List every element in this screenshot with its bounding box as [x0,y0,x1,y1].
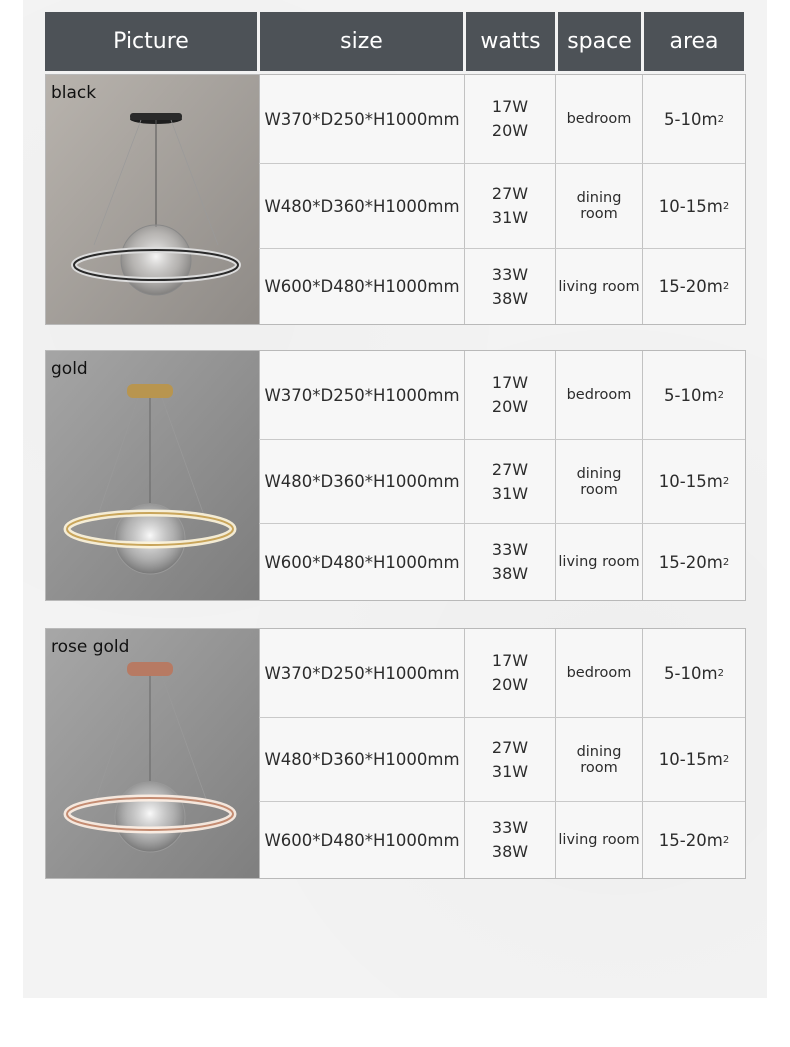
area-cell: 10-15m 2 [658,196,730,216]
variant-block-black [45,74,746,325]
size-cell: W480*D360*H1000mm [264,196,460,216]
size-cell: W480*D360*H1000mm [264,750,460,769]
variant-block-rose-gold [45,628,746,879]
size-cell: W480*D360*H1000mm [264,472,460,491]
watts-cell: 17W 20W [491,373,529,416]
size-cell: W600*D480*H1000mm [264,552,460,572]
space-cell: dining room [576,190,622,222]
area-cell: 5-10m 2 [664,109,724,129]
space-cell: living room [558,554,640,570]
watts-cell: 17W 20W [491,97,529,140]
space-cell: dining room [576,743,622,776]
space-cell: living room [558,278,640,295]
header-area: area [644,12,744,71]
watts-cell: 17W 20W [491,651,529,694]
size-cell: W370*D250*H1000mm [264,385,460,405]
variant-color-label: black [51,83,97,103]
area-cell: 10-15m 2 [658,750,730,769]
header-space: space [558,12,641,71]
area-cell: 10-15m 2 [658,472,730,491]
area-cell: 5-10m 2 [664,663,724,683]
watts-cell: 27W 31W [491,184,529,227]
size-cell: W370*D250*H1000mm [264,663,460,683]
header-watts: watts [466,12,555,71]
variant-color-label: rose gold [51,637,130,657]
watts-cell: 33W 38W [491,540,529,583]
area-cell: 15-20m 2 [658,552,730,572]
space-cell: bedroom [566,387,632,403]
variant-block-gold [45,350,746,601]
space-cell: bedroom [566,111,632,127]
product-image-gold [46,351,260,600]
product-image-black [46,75,260,324]
size-cell: W600*D480*H1000mm [264,277,460,296]
product-image-rose-gold [46,629,260,878]
header-size: size [260,12,463,71]
area-cell: 15-20m 2 [658,830,730,850]
space-cell: bedroom [566,665,632,681]
size-cell: W600*D480*H1000mm [264,830,460,850]
area-cell: 5-10m 2 [664,385,724,405]
watts-cell: 27W 31W [491,459,529,503]
header-picture: Picture [45,12,257,71]
watts-cell: 33W 38W [491,264,529,308]
variant-color-label: gold [51,359,88,379]
watts-cell: 33W 38W [491,818,529,861]
space-cell: living room [558,832,640,848]
space-cell: dining room [576,465,622,498]
size-cell: W370*D250*H1000mm [264,109,460,129]
watts-cell: 27W 31W [491,737,529,781]
area-cell: 15-20m 2 [658,277,730,296]
